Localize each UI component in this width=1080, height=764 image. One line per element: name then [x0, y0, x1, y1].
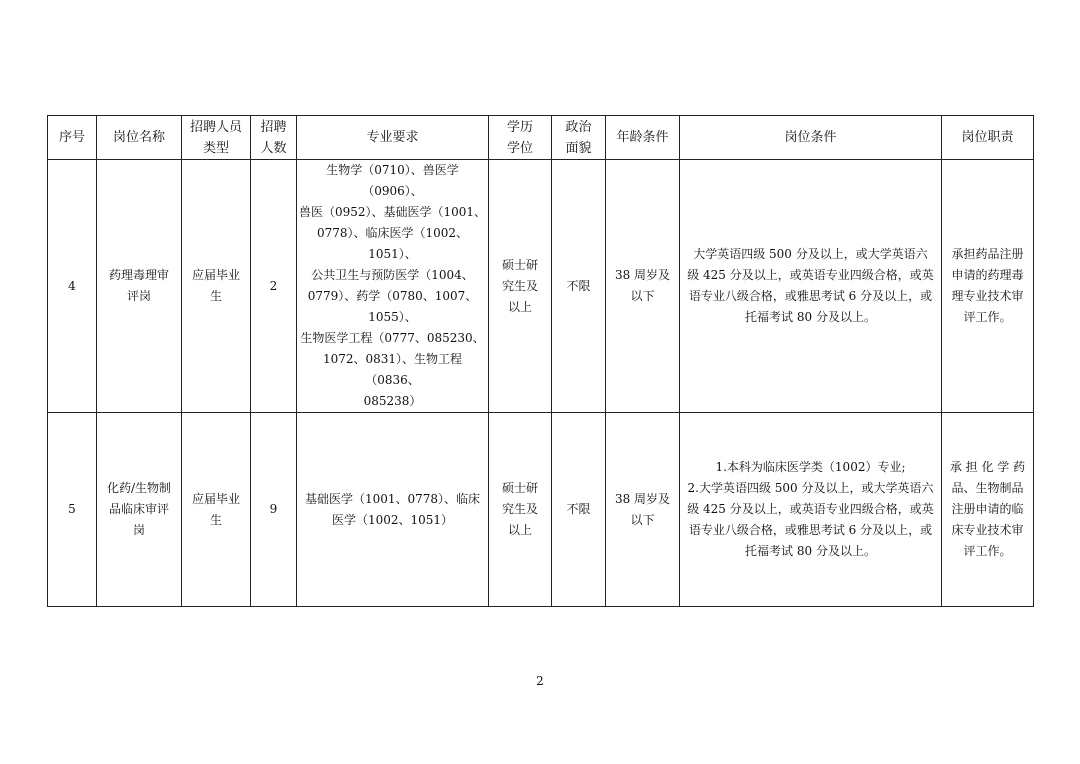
cell-major: 基础医学（1001、0778）、临床 医学（1002、1051）	[297, 413, 489, 607]
page-number: 2	[536, 674, 544, 688]
cell-degree: 硕士研 究生及 以上	[489, 160, 552, 413]
cell-seq: 5	[48, 413, 97, 607]
cell-degree: 硕士研 究生及 以上	[489, 413, 552, 607]
header-political: 政治 面貌	[552, 116, 606, 160]
header-duties: 岗位职责	[942, 116, 1034, 160]
cell-age: 38 周岁及 以下	[606, 160, 680, 413]
cell-political: 不限	[552, 160, 606, 413]
cell-duties: 承担药品注册 申请的药理毒 理专业技术审 评工作。	[942, 160, 1034, 413]
cell-major: 生物学（0710）、兽医学（0906）、 兽医（0952）、基础医学（1001、 0778）、临床医学（1002、1051）、 公共卫生与预防医学（1004、 0779）、药学（0780、1007、1055）、 生物医学工程（0777、085230、 1072、0831）、生物工程（0836、 085238）	[297, 160, 489, 413]
header-conditions: 岗位条件	[680, 116, 942, 160]
header-row	[48, 116, 1034, 160]
cell-post-name: 药理毒理审 评岗	[97, 160, 182, 413]
recruitment-table	[47, 115, 1034, 607]
cell-conditions: 大学英语四级 500 分及以上，或大学英语六 级 425 分及以上，或英语专业四级合格，或英 语专业八级合格，或雅思考试 6 分及以上，或 托福考试 80 分及以上。	[680, 160, 942, 413]
cell-political: 不限	[552, 413, 606, 607]
cell-post-name: 化药/生物制 品临床审评 岗	[97, 413, 182, 607]
cell-recruit-type: 应届毕业 生	[182, 160, 251, 413]
header-major: 专业要求	[297, 116, 489, 160]
header-post-name: 岗位名称	[97, 116, 182, 160]
cell-count: 2	[251, 160, 297, 413]
table-row	[48, 160, 1034, 413]
cell-conditions: 1.本科为临床医学类（1002）专业; 2.大学英语四级 500 分及以上，或大学英语六 级 425 分及以上，或英语专业四级合格，或英 语专业八级合格，或雅思考试 6 分及以上，或 托福考试 80 分及以上。	[680, 413, 942, 607]
cell-seq: 4	[48, 160, 97, 413]
header-age: 年龄条件	[606, 116, 680, 160]
cell-recruit-type: 应届毕业 生	[182, 413, 251, 607]
header-seq: 序号	[48, 116, 97, 160]
cell-count: 9	[251, 413, 297, 607]
table-row	[48, 413, 1034, 607]
cell-duties: 承 担 化 学 药 品、生物制品 注册申请的临 床专业技术审 评工作。	[942, 413, 1034, 607]
cell-age: 38 周岁及 以下	[606, 413, 680, 607]
header-degree: 学历 学位	[489, 116, 552, 160]
header-recruit-type: 招聘人员 类型	[182, 116, 251, 160]
header-count: 招聘 人数	[251, 116, 297, 160]
